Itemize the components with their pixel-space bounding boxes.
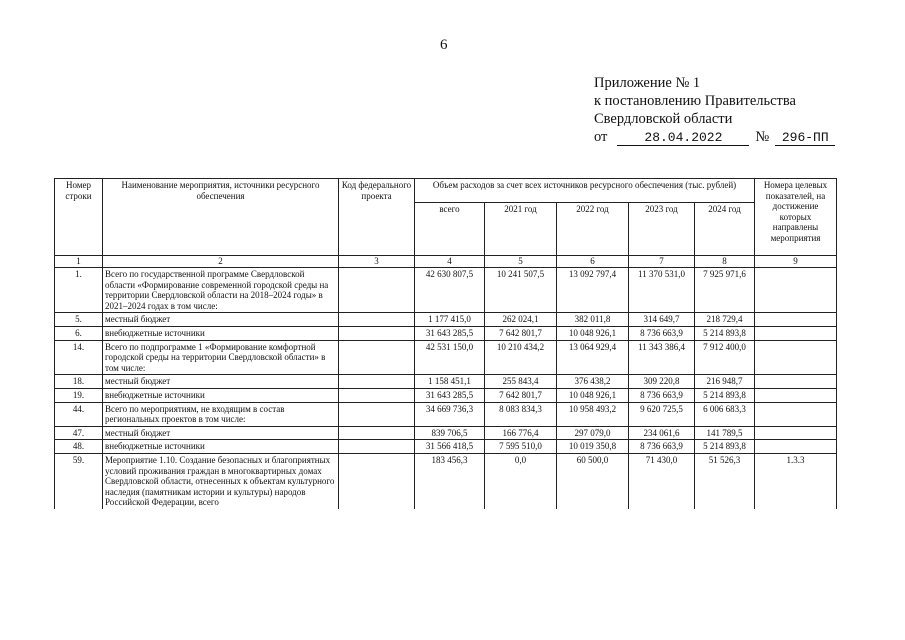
header-2022: 2022 год — [557, 203, 629, 256]
appendix-region: Свердловской области — [594, 111, 733, 127]
row-2021: 0,0 — [485, 453, 557, 508]
row-2023: 71 430,0 — [629, 453, 695, 508]
column-index: 4 — [415, 256, 485, 268]
row-2021: 7 642 801,7 — [485, 388, 557, 402]
row-2023: 314 649,7 — [629, 313, 695, 327]
row-2023: 11 370 531,0 — [629, 268, 695, 313]
row-code — [339, 326, 415, 340]
row-total: 183 456,3 — [415, 453, 485, 508]
row-total: 34 669 736,3 — [415, 402, 485, 426]
row-2022: 297 079,0 — [557, 426, 629, 440]
row-2024: 141 789,5 — [695, 426, 755, 440]
column-index: 1 — [55, 256, 103, 268]
row-number: 48. — [55, 440, 103, 454]
table-row — [55, 426, 837, 440]
row-2021: 166 776,4 — [485, 426, 557, 440]
header-volume: Объем расходов за счет всех источников ресурсного обеспечения (тыс. рублей) — [415, 179, 755, 203]
row-2024: 216 948,7 — [695, 375, 755, 389]
header-targets: Номера целевых показателей, на достижение которых направлены мероприятия — [755, 179, 837, 256]
row-code — [339, 426, 415, 440]
column-index: 6 — [557, 256, 629, 268]
row-2024: 51 526,3 — [695, 453, 755, 508]
row-number: 14. — [55, 340, 103, 375]
row-code — [339, 375, 415, 389]
row-targets — [755, 388, 837, 402]
row-number: 18. — [55, 375, 103, 389]
row-targets — [755, 440, 837, 454]
row-code — [339, 268, 415, 313]
row-name: Всего по мероприятиям, не входящим в состав региональных проектов в том числе: — [103, 402, 339, 426]
row-name: внебюджетные источники — [103, 440, 339, 454]
row-2023: 8 736 663,9 — [629, 440, 695, 454]
row-code — [339, 402, 415, 426]
column-index: 8 — [695, 256, 755, 268]
table-row — [55, 268, 837, 313]
row-total: 42 630 807,5 — [415, 268, 485, 313]
row-total: 839 706,5 — [415, 426, 485, 440]
row-total: 31 566 418,5 — [415, 440, 485, 454]
header-2021: 2021 год — [485, 203, 557, 256]
row-targets — [755, 340, 837, 375]
row-number: 59. — [55, 453, 103, 508]
row-total: 42 531 150,0 — [415, 340, 485, 375]
row-number: 44. — [55, 402, 103, 426]
row-targets — [755, 326, 837, 340]
row-code — [339, 440, 415, 454]
row-2021: 7 642 801,7 — [485, 326, 557, 340]
row-targets — [755, 402, 837, 426]
row-code — [339, 453, 415, 508]
table-row — [55, 453, 837, 508]
appendix-header — [594, 74, 835, 146]
row-2022: 13 092 797,4 — [557, 268, 629, 313]
row-targets — [755, 426, 837, 440]
row-total: 1 158 451,1 — [415, 375, 485, 389]
table-row — [55, 402, 837, 426]
row-name: Всего по государственной программе Свердловской области «Формирование современной городской среды на территории Свердловской области на 2018–2024 годы» в 2021–2024 годах в том числе: — [103, 268, 339, 313]
column-index: 9 — [755, 256, 837, 268]
row-targets — [755, 268, 837, 313]
header-name: Наименование мероприятия, источники ресурсного обеспечения — [103, 179, 339, 256]
row-2023: 309 220,8 — [629, 375, 695, 389]
row-2021: 7 595 510,0 — [485, 440, 557, 454]
date-value: 28.04.2022 — [617, 131, 749, 146]
row-2024: 7 912 400,0 — [695, 340, 755, 375]
row-name: Мероприятие 1.10. Создание безопасных и благоприятных условий проживания граждан в многоквартирных домах Свердловской области, отнесенных к объектам культурного наследия (памятникам истории и культуры) народов Российской Федерации, всего — [103, 453, 339, 508]
row-2021: 10 210 434,2 — [485, 340, 557, 375]
row-targets — [755, 313, 837, 327]
row-2022: 13 064 929,4 — [557, 340, 629, 375]
row-2023: 234 061,6 — [629, 426, 695, 440]
row-2022: 10 048 926,1 — [557, 388, 629, 402]
row-2022: 60 500,0 — [557, 453, 629, 508]
column-index: 5 — [485, 256, 557, 268]
row-2022: 382 011,8 — [557, 313, 629, 327]
row-2021: 8 083 834,3 — [485, 402, 557, 426]
row-name: местный бюджет — [103, 375, 339, 389]
header-row-number: Номер строки — [55, 179, 103, 256]
appendix-title: Приложение № 1 — [594, 75, 701, 91]
number-label: № — [755, 129, 770, 145]
row-2023: 11 343 386,4 — [629, 340, 695, 375]
header-total: всего — [415, 203, 485, 256]
row-code — [339, 340, 415, 375]
row-2023: 9 620 725,5 — [629, 402, 695, 426]
date-label: от — [594, 129, 608, 145]
column-index: 7 — [629, 256, 695, 268]
row-2021: 255 843,4 — [485, 375, 557, 389]
table-row — [55, 313, 837, 327]
row-2024: 7 925 971,6 — [695, 268, 755, 313]
row-name: внебюджетные источники — [103, 388, 339, 402]
table-row — [55, 440, 837, 454]
column-index: 3 — [339, 256, 415, 268]
row-name: Всего по подпрограмме 1 «Формирование комфортной городской среды на территории Свердловской области» в том числе: — [103, 340, 339, 375]
row-targets — [755, 375, 837, 389]
row-total: 31 643 285,5 — [415, 388, 485, 402]
header-2023: 2023 год — [629, 203, 695, 256]
row-2022: 10 958 493,2 — [557, 402, 629, 426]
row-2022: 376 438,2 — [557, 375, 629, 389]
row-number: 19. — [55, 388, 103, 402]
table-row — [55, 375, 837, 389]
row-2023: 8 736 663,9 — [629, 326, 695, 340]
number-value: 296-ПП — [775, 131, 835, 146]
row-code — [339, 388, 415, 402]
row-2021: 10 241 507,5 — [485, 268, 557, 313]
row-number: 47. — [55, 426, 103, 440]
row-name: внебюджетные источники — [103, 326, 339, 340]
row-2024: 5 214 893,8 — [695, 326, 755, 340]
row-name: местный бюджет — [103, 426, 339, 440]
row-2024: 5 214 893,8 — [695, 440, 755, 454]
row-2024: 5 214 893,8 — [695, 388, 755, 402]
row-2024: 218 729,4 — [695, 313, 755, 327]
row-2022: 10 048 926,1 — [557, 326, 629, 340]
header-2024: 2024 год — [695, 203, 755, 256]
row-code — [339, 313, 415, 327]
row-total: 1 177 415,0 — [415, 313, 485, 327]
appendix-reference: к постановлению Правительства — [594, 93, 796, 109]
appendix-date-row — [594, 128, 835, 146]
row-2021: 262 024,1 — [485, 313, 557, 327]
row-name: местный бюджет — [103, 313, 339, 327]
table-row — [55, 340, 837, 375]
row-2024: 6 006 683,3 — [695, 402, 755, 426]
row-total: 31 643 285,5 — [415, 326, 485, 340]
column-index: 2 — [103, 256, 339, 268]
table-row — [55, 388, 837, 402]
row-number: 1. — [55, 268, 103, 313]
table-row — [55, 326, 837, 340]
row-2023: 8 736 663,9 — [629, 388, 695, 402]
row-2022: 10 019 350,8 — [557, 440, 629, 454]
page-number: 6 — [440, 37, 448, 53]
header-code: Код федерального проекта — [339, 179, 415, 256]
column-index-row — [55, 256, 837, 268]
row-number: 5. — [55, 313, 103, 327]
row-targets: 1.3.3 — [755, 453, 837, 508]
row-number: 6. — [55, 326, 103, 340]
expenditure-table — [54, 178, 837, 509]
